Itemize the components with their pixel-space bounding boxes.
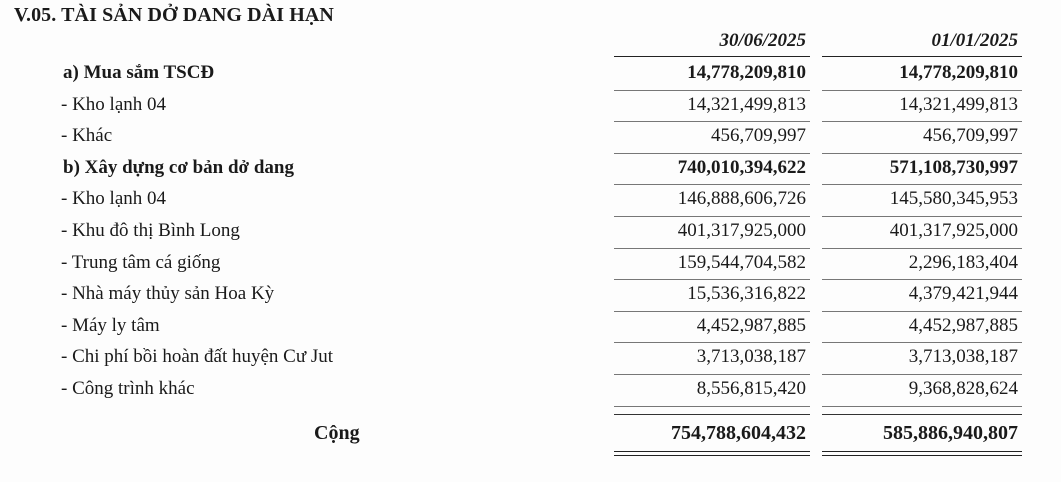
row-label: - Trung tâm cá giống	[61, 251, 221, 273]
row-label: a) Mua sắm TSCĐ	[63, 62, 215, 83]
table-section-row	[0, 154, 1061, 186]
asset-table	[0, 59, 1061, 407]
row-rule	[614, 406, 810, 407]
row-value-01-01-2025: 401,317,925,000	[889, 219, 1018, 241]
row-label: - Khác	[61, 125, 113, 147]
table-row	[0, 343, 1061, 375]
row-value-30-06-2025: 3,713,038,187	[696, 346, 806, 368]
total-value-30-06-2025: 754,788,604,432	[671, 422, 806, 444]
row-value-01-01-2025: 571,108,730,997	[889, 156, 1018, 178]
table-section-row	[0, 59, 1061, 91]
row-value-01-01-2025: 14,321,499,813	[899, 93, 1018, 115]
row-value-30-06-2025: 15,536,316,822	[687, 283, 806, 305]
table-row	[0, 122, 1061, 154]
table-row	[0, 249, 1061, 281]
table-row	[0, 280, 1061, 312]
row-label: - Nhà máy thủy sản Hoa Kỳ	[61, 283, 275, 305]
row-label: - Công trình khác	[61, 377, 195, 399]
row-value-01-01-2025: 4,379,421,944	[908, 283, 1018, 305]
row-value-30-06-2025: 401,317,925,000	[677, 219, 806, 241]
row-label: - Chi phí bồi hoàn đất huyện Cư Jut	[61, 346, 334, 368]
row-value-01-01-2025: 9,368,828,624	[908, 377, 1018, 399]
total-double-underline	[614, 451, 810, 456]
row-value-30-06-2025: 8,556,815,420	[696, 377, 806, 399]
table-row	[0, 217, 1061, 249]
total-row	[0, 420, 1061, 452]
row-value-01-01-2025: 456,709,997	[923, 125, 1018, 147]
total-top-rule	[614, 414, 810, 415]
row-value-30-06-2025: 14,321,499,813	[687, 93, 806, 115]
total-double-underline	[822, 451, 1022, 456]
total-value-01-01-2025: 585,886,940,807	[883, 422, 1018, 444]
row-rule	[822, 406, 1022, 407]
row-value-30-06-2025: 456,709,997	[711, 125, 806, 147]
row-value-01-01-2025: 14,778,209,810	[899, 62, 1018, 83]
header-underline	[614, 56, 810, 57]
row-value-30-06-2025: 14,778,209,810	[687, 62, 806, 83]
row-value-30-06-2025: 4,452,987,885	[696, 314, 806, 336]
row-value-01-01-2025: 145,580,345,953	[889, 188, 1018, 210]
table-row	[0, 91, 1061, 123]
total-top-rule	[822, 414, 1022, 415]
row-value-30-06-2025: 740,010,394,622	[677, 156, 806, 178]
table-row	[0, 375, 1061, 407]
table-row	[0, 185, 1061, 217]
row-label: - Khu đô thị Bình Long	[61, 219, 240, 241]
section-title: V.05. TÀI SẢN DỞ DANG DÀI HẠN	[14, 4, 334, 26]
table-row	[0, 312, 1061, 344]
row-value-01-01-2025: 4,452,987,885	[908, 314, 1018, 336]
column-header-01-01-2025: 01/01/2025	[931, 30, 1018, 51]
total-label: Cộng	[314, 422, 360, 444]
column-header-30-06-2025: 30/06/2025	[719, 30, 806, 51]
row-label: b) Xây dựng cơ bản dở dang	[63, 156, 294, 178]
row-value-01-01-2025: 3,713,038,187	[908, 346, 1018, 368]
row-label: - Kho lạnh 04	[61, 188, 167, 210]
row-value-30-06-2025: 159,544,704,582	[677, 251, 806, 273]
row-value-01-01-2025: 2,296,183,404	[908, 251, 1018, 273]
header-underline	[822, 56, 1022, 57]
row-value-30-06-2025: 146,888,606,726	[677, 188, 806, 210]
row-label: - Máy ly tâm	[61, 314, 160, 336]
row-label: - Kho lạnh 04	[61, 93, 167, 115]
